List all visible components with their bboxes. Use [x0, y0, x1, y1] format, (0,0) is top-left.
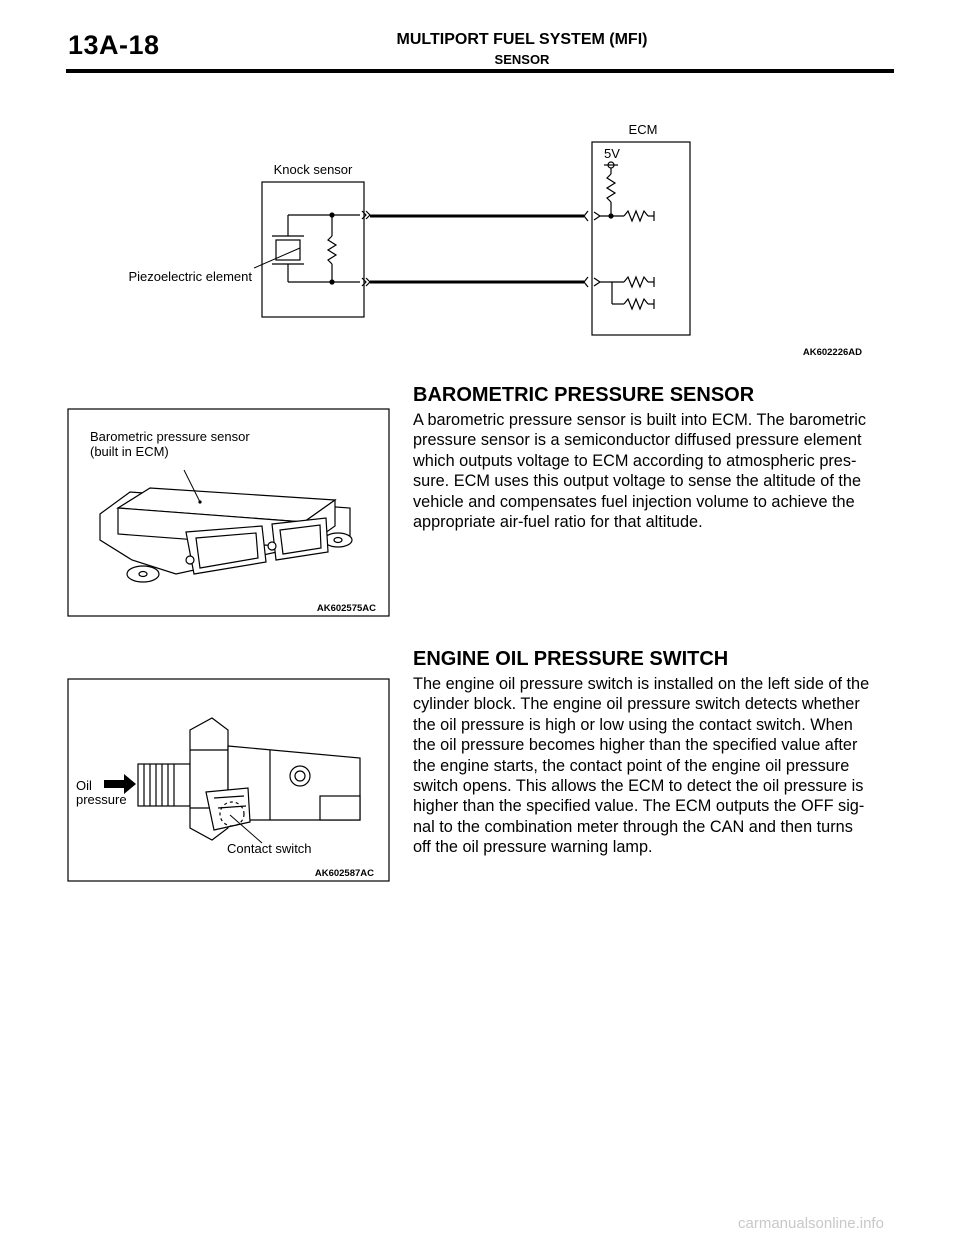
body-line: sure. ECM uses this output voltage to sense the altitude of the: [413, 472, 861, 491]
body-line: pressure sensor is a semiconductor diffused pressure element: [413, 431, 862, 450]
barometric-sensor-label-line2: (built in ECM): [90, 444, 169, 459]
piezoelectric-element-label: Piezoelectric element: [128, 269, 252, 284]
oil-pressure-arrow-icon: [104, 774, 136, 794]
knock-sensor-label: Knock sensor: [273, 162, 353, 177]
voltage-label: 5V: [604, 146, 620, 161]
body-line: A barometric pressure sensor is built into ECM. The barometric: [413, 411, 867, 429]
barometric-section-title: BAROMETRIC PRESSURE SENSOR: [413, 384, 755, 406]
header-subtitle: SENSOR: [494, 52, 550, 67]
barometric-section-body: [413, 410, 897, 532]
body-line: cylinder block. The engine oil pressure switch detects whether: [413, 695, 860, 714]
ecm-illustration: [100, 488, 352, 582]
ecm-label: ECM: [628, 122, 658, 137]
contact-switch-label: Contact switch: [227, 841, 312, 856]
body-line: nal to the combination meter through the CAN and then turns: [413, 817, 853, 836]
body-line: off the oil pressure warning lamp.: [413, 838, 653, 857]
oil-pressure-switch-illustration: [138, 718, 360, 840]
body-line: vehicle and compensates fuel injection volume to achieve the: [413, 492, 855, 511]
watermark: carmanualsonline.info: [738, 1215, 884, 1232]
oil-label-line1: Oil: [76, 778, 92, 793]
body-line: switch opens. This allows the ECM to detect the oil pressure is: [413, 777, 864, 796]
oil-section-body: [413, 674, 897, 858]
page-number: 13A-18: [68, 30, 160, 60]
oil-label-line2: pressure: [76, 792, 127, 807]
body-line: the oil pressure is high or low using the contact switch. When: [413, 715, 853, 734]
barometric-sensor-label-line1: Barometric pressure sensor: [90, 429, 250, 444]
body-line: appropriate air-fuel ratio for that altitude.: [413, 513, 703, 532]
figure2-code: AK602575AC: [316, 603, 376, 614]
body-line: the engine starts, the contact point of the engine oil pressure: [413, 756, 850, 775]
header-title: MULTIPORT FUEL SYSTEM (MFI): [396, 31, 648, 48]
knock-sensor-box: [262, 182, 364, 317]
figure3-code: AK602587AC: [314, 868, 374, 879]
body-line: which outputs voltage to ECM according to atmospheric pres-: [413, 451, 857, 470]
oil-section-title: ENGINE OIL PRESSURE SWITCH: [413, 648, 729, 670]
figure1-code: AK602226AD: [802, 347, 862, 358]
body-line: The engine oil pressure switch is installed on the left side of the: [413, 675, 870, 693]
body-line: higher than the specified value. The ECM outputs the OFF sig-: [413, 797, 865, 816]
body-line: the oil pressure becomes higher than the specified value after: [413, 736, 858, 755]
